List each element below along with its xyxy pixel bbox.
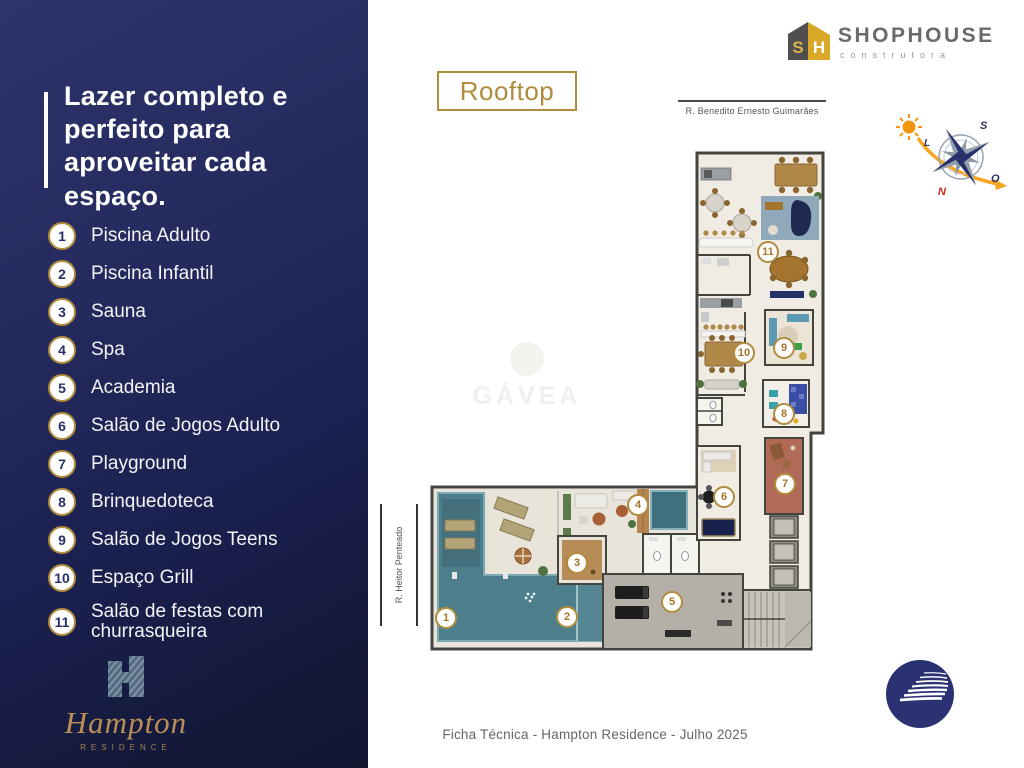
legend-number-badge: 7 — [48, 450, 76, 478]
legend-label: Academia — [91, 377, 176, 399]
svg-text:S: S — [792, 38, 804, 57]
list-item — [48, 222, 358, 250]
street-line — [380, 504, 382, 626]
title-accent-bar — [44, 92, 48, 188]
legend-label: Salão de Jogos Teens — [91, 529, 278, 551]
list-item — [48, 260, 358, 288]
legend-number-badge: 2 — [48, 260, 76, 288]
street-label-left — [378, 504, 420, 626]
builder-tagline: construtora — [840, 50, 952, 60]
plan-marker-4: 4 — [627, 494, 649, 516]
street-line — [678, 100, 826, 102]
shophouse-house-icon — [786, 18, 832, 62]
footer-caption: Ficha Técnica - Hampton Residence - Julho 2025 — [442, 727, 748, 742]
plan-marker-6: 6 — [713, 486, 735, 508]
legend-number-badge: 8 — [48, 488, 76, 516]
brand-name: Hampton — [64, 705, 188, 740]
plan-marker-9: 9 — [773, 337, 795, 359]
legend-number-badge: 9 — [48, 526, 76, 554]
legend-label: Piscina Adulto — [91, 225, 211, 247]
list-item — [48, 298, 358, 326]
list-item — [48, 336, 358, 364]
plan-marker-3: 3 — [566, 552, 588, 574]
legend-number-badge: 11 — [48, 608, 76, 636]
svg-text:H: H — [812, 38, 826, 57]
amenities-sidebar — [0, 0, 368, 768]
street-line — [416, 504, 418, 626]
builder-name: SHOPHOUSE — [838, 24, 995, 47]
legend-number-badge: 1 — [48, 222, 76, 250]
hampton-monogram-icon — [107, 656, 145, 698]
list-item — [48, 602, 358, 642]
svg-text:N: N — [938, 186, 946, 198]
legend-label: Piscina Infantil — [91, 263, 214, 285]
plan-marker-11: 11 — [757, 241, 779, 263]
sidebar-title: Lazer completo e perfeito para aproveitar cada espaço. — [64, 81, 288, 211]
list-item — [48, 450, 358, 478]
plan-marker-7: 7 — [774, 473, 796, 495]
legend-number-badge: 6 — [48, 412, 76, 440]
legend-number-badge: 4 — [48, 336, 76, 364]
legend-label: Espaço Grill — [91, 567, 194, 589]
list-item — [48, 374, 358, 402]
rooftop-floor-plan — [425, 128, 850, 663]
legend-label: Salão de festas com churrasqueira — [91, 601, 264, 642]
list-item — [48, 488, 358, 516]
plan-marker-5: 5 — [661, 591, 683, 613]
hampton-residence-logo — [20, 656, 232, 752]
street-label-top — [678, 100, 826, 116]
list-item — [48, 526, 358, 554]
plan-marker-8: 8 — [773, 403, 795, 425]
compass-rose-icon — [888, 100, 1013, 220]
svg-text:L: L — [924, 138, 931, 149]
plan-marker-1: 1 — [435, 607, 457, 629]
legend-label: Brinquedoteca — [91, 491, 214, 513]
builder-text — [838, 24, 995, 60]
plan-title: Rooftop — [459, 75, 555, 106]
sidebar-title-block — [44, 80, 334, 213]
street-name: R. Heitor Penteado — [394, 526, 404, 604]
list-item — [48, 412, 358, 440]
legend-label: Salão de Jogos Adulto — [91, 415, 281, 437]
svg-text:O: O — [991, 173, 1000, 185]
plan-marker-2: 2 — [556, 606, 578, 628]
street-name: R. Benedito Ernesto Guimarães — [685, 106, 819, 116]
plan-marker-10: 10 — [733, 342, 755, 364]
legend-number-badge: 3 — [48, 298, 76, 326]
legend-number-badge: 5 — [48, 374, 76, 402]
legend-label: Sauna — [91, 301, 146, 323]
gavea-globe-icon — [884, 658, 956, 735]
legend-label: Playground — [91, 453, 188, 475]
list-item — [48, 564, 358, 592]
plan-title-box — [437, 71, 577, 111]
shophouse-logo — [786, 18, 1006, 66]
brand-subtitle: RESIDENCE — [80, 743, 172, 752]
gavea-watermark: GÁVEA — [462, 342, 592, 411]
legend-number-badge: 10 — [48, 564, 76, 592]
amenities-legend — [48, 222, 358, 642]
floor-plan-drawing — [425, 128, 850, 663]
svg-text:S: S — [980, 120, 988, 132]
legend-label: Spa — [91, 339, 125, 361]
